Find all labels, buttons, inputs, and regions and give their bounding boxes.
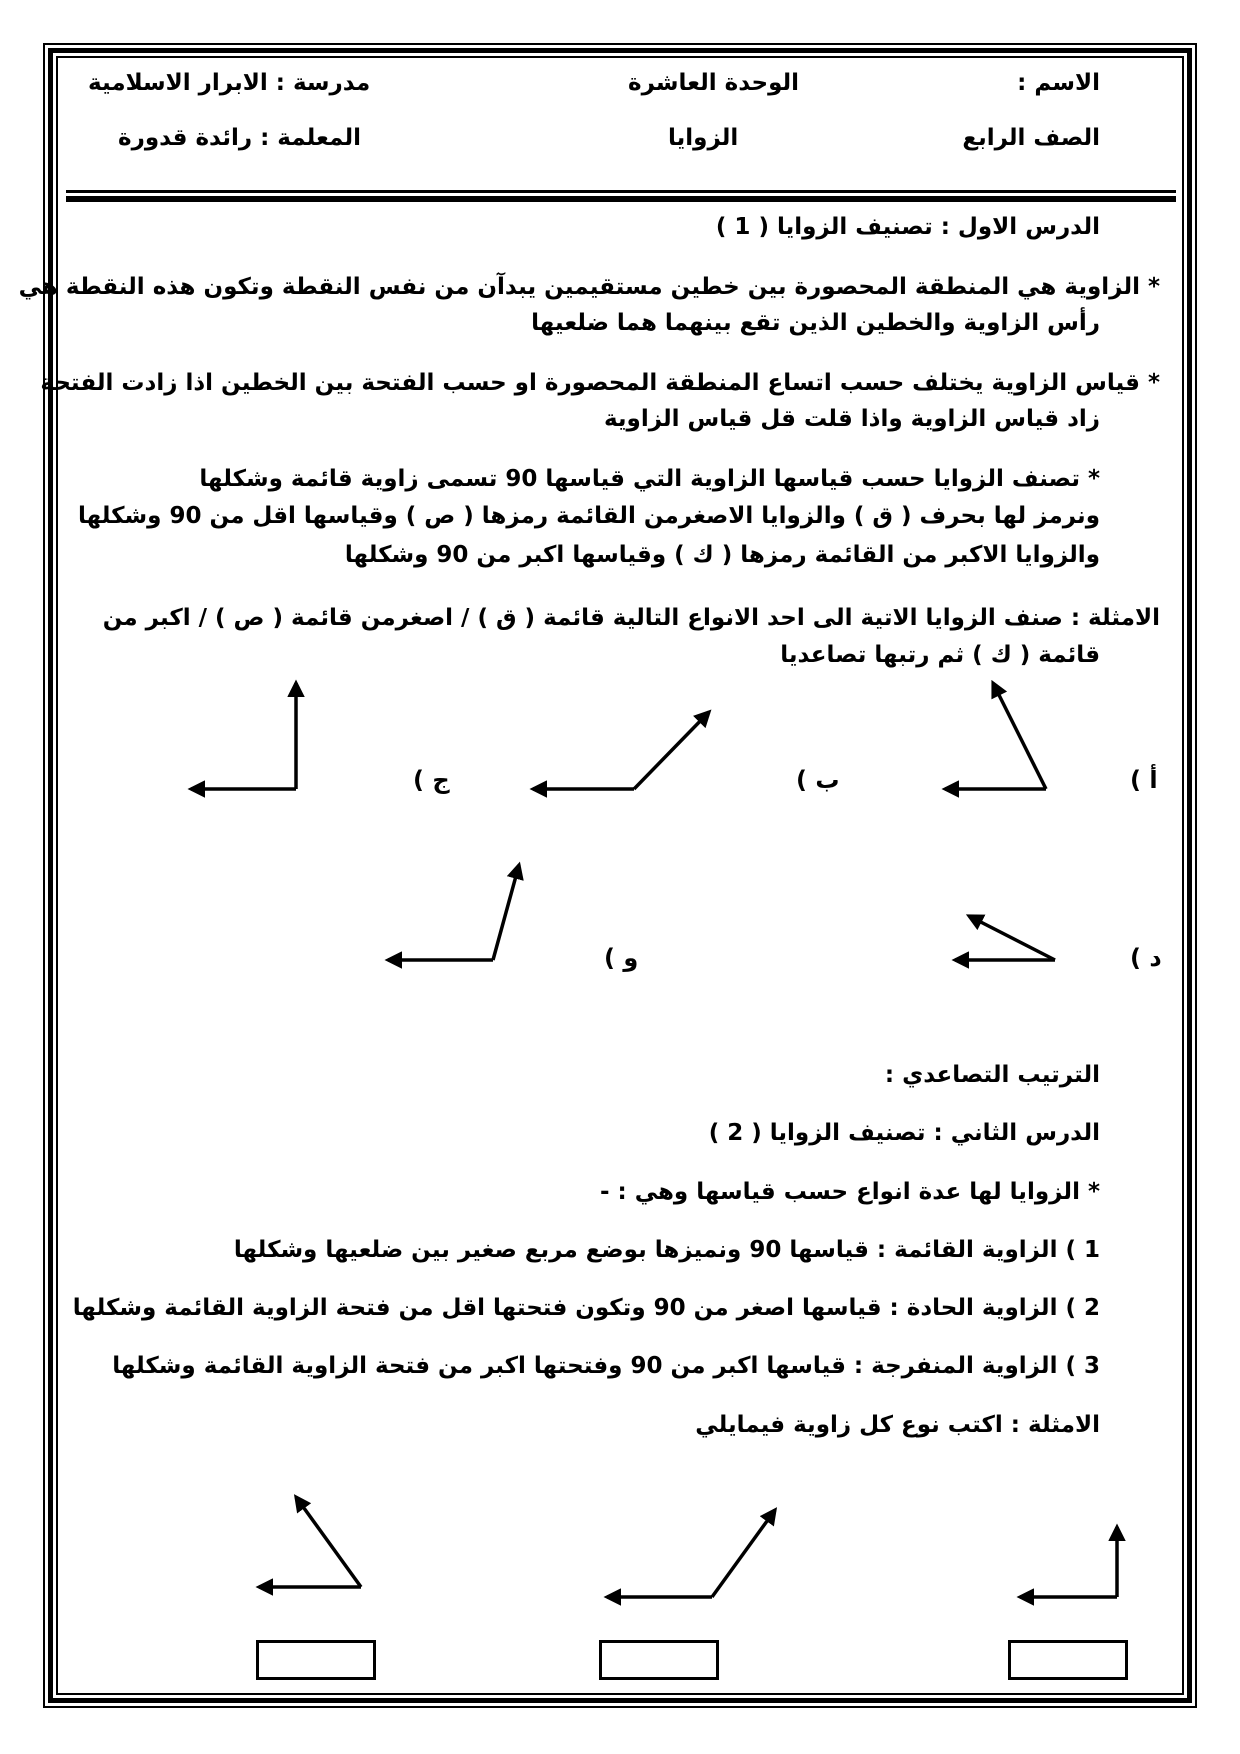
figure-label-a: أ ): [1130, 766, 1158, 794]
lesson1-para2-line2: زاد قياس الزاوية واذا قلت قل قياس الزاوية: [603, 406, 1100, 432]
lesson1-para1-line1: * الزاوية هي المنطقة المحصورة بين خطين مستقيمين يبدآن من نفس النقطة وتكون هذه النقطة هي: [18, 274, 1160, 300]
angle-type-obtuse: 3 ) الزاوية المنفرجة : قياسها اكبر من 90 وفتحتها اكبر من فتحة الزاوية القائمة وشكلها: [112, 1353, 1100, 1379]
unit-title: الوحدة العاشرة: [628, 70, 800, 96]
lesson1-para3-line2: ونرمز لها بحرف ( ق ) والزوايا الاصغرمن القائمة رمزها ( ص ) وقياسها اقل من 90 وشكلها: [77, 503, 1100, 529]
lesson2-examples: الامثلة : اكتب نوع كل زاوية فيمايلي: [695, 1412, 1100, 1438]
lesson2-title: الدرس الثاني : تصنيف الزوايا ( 2 ): [708, 1120, 1100, 1146]
grade-label: الصف الرابع: [962, 125, 1100, 151]
lesson1-title: الدرس الاول : تصنيف الزوايا ( 1 ): [715, 214, 1100, 240]
figure-label-d: د ): [1130, 944, 1162, 972]
angle-type-acute: 2 ) الزاوية الحادة : قياسها اصغر من 90 وتكون فتحتها اقل من فتحة الزاوية القائمة وشكلها: [72, 1295, 1100, 1321]
student-name-label: الاسم :: [1017, 70, 1100, 96]
lesson1-para3-line3: والزوايا الاكبر من القائمة رمزها ( ك ) وقياسها اكبر من 90 وشكلها: [344, 542, 1100, 568]
lesson1-para2-line1: * قياس الزاوية يختلف حسب اتساع المنطقة المحصورة او حسب الفتحة بين الخطين اذا زادت الفتحة: [40, 370, 1160, 396]
answer-box-left[interactable]: [256, 1640, 376, 1680]
lesson2-intro: * الزوايا لها عدة انواع حسب قياسها وهي : -: [599, 1179, 1100, 1205]
header-separator-thick: [66, 196, 1176, 202]
figure-label-b: ب ): [796, 766, 840, 794]
lesson1-para1-line2: رأس الزاوية والخطين الذين تقع بينهما هما ضلعيها: [531, 310, 1100, 336]
lesson1-examples-line1: الامثلة : صنف الزوايا الاتية الى احد الانواع التالية قائمة ( ق ) / اصغرمن قائمة ( ص ) / اكبر من: [102, 605, 1160, 631]
school-name: مدرسة : الابرار الاسلامية: [88, 70, 371, 96]
angle-type-right: 1 ) الزاوية القائمة : قياسها 90 ونميزها بوضع مربع صغير بين ضلعيها وشكلها: [233, 1237, 1100, 1263]
topic-title: الزوايا: [668, 125, 739, 151]
header-separator-thin: [66, 190, 1176, 193]
ordering-label: الترتيب التصاعدي :: [884, 1062, 1100, 1088]
answer-box-middle[interactable]: [599, 1640, 719, 1680]
answer-box-right[interactable]: [1008, 1640, 1128, 1680]
figure-label-w: و ): [604, 944, 639, 972]
lesson1-para3-line1: * تصنف الزوايا حسب قياسها الزاوية التي قياسها 90 تسمى زاوية قائمة وشكلها: [199, 466, 1100, 492]
lesson1-examples-line2: قائمة ( ك ) ثم رتبها تصاعديا: [780, 642, 1100, 668]
teacher-name: المعلمة : رائدة قدورة: [118, 125, 361, 151]
figure-label-c: ج ): [413, 766, 450, 794]
